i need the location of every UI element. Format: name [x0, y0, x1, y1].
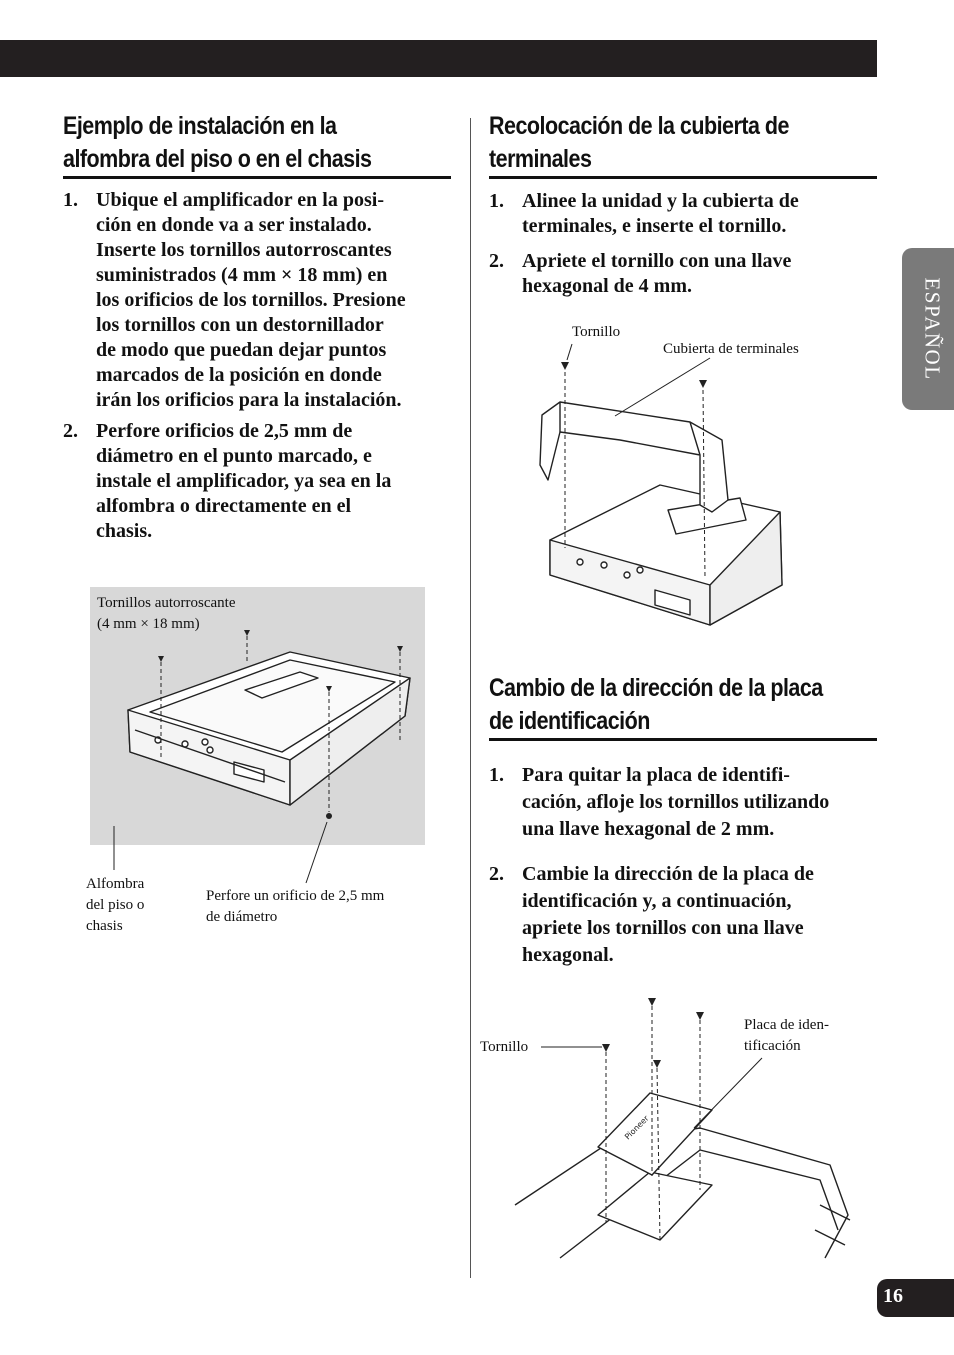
step-line: Perfore orificios de 2,5 mm de — [96, 420, 353, 442]
language-tab — [902, 248, 954, 410]
step-line: cación, afloje los tornillos utilizando — [522, 791, 830, 813]
step-line: Para quitar la placa de identifi- — [522, 764, 790, 786]
step-line: apriete los tornillos con una llave — [522, 917, 804, 939]
cover-label: Cubierta de terminales — [663, 341, 799, 357]
step-line: Cambie la dirección de la placa de — [522, 863, 814, 885]
step-line: Apriete el tornillo con una llave — [522, 250, 792, 272]
title-line: de identificación — [489, 707, 650, 735]
caption-line: de diámetro — [206, 909, 278, 925]
step-line: Inserte los tornillos autorroscantes — [96, 239, 392, 261]
step-line: instale el amplificador, ya sea en la — [96, 470, 392, 492]
caption-line: tificación — [744, 1038, 801, 1054]
caption-line: Tornillos autorroscante — [97, 595, 236, 611]
page-number-badge — [877, 1279, 954, 1317]
step-number: 1. — [489, 190, 504, 212]
step-line: marcados de la posición en donde — [96, 364, 382, 386]
step-number: 2. — [489, 250, 504, 272]
caption-line: Alfombra — [86, 876, 145, 892]
title-line: alfombra del piso o en el chasis — [63, 145, 372, 173]
step-line: alfombra o directamente en el — [96, 495, 352, 517]
step-line: hexagonal. — [522, 944, 614, 966]
title-line: Cambio de la dirección de la placa — [489, 674, 823, 702]
caption-line: del piso o — [86, 897, 145, 913]
page-number: 16 — [883, 1285, 903, 1307]
caption-line: (4 mm × 18 mm) — [97, 616, 200, 632]
step-line: hexagonal de 4 mm. — [522, 275, 692, 297]
plate-label — [744, 1015, 829, 1057]
step-number: 2. — [63, 420, 78, 442]
step-line: suministrados (4 mm × 18 mm) en — [96, 264, 388, 286]
step-number: 2. — [489, 863, 504, 885]
caption-line: Placa de iden- — [744, 1017, 829, 1033]
step-line: identificación y, a continuación, — [522, 890, 792, 912]
step-number: 1. — [63, 189, 78, 211]
step-number: 1. — [489, 764, 504, 786]
step-line: una llave hexagonal de 2 mm. — [522, 818, 775, 840]
step-line: Ubique el amplificador en la posi- — [96, 189, 384, 211]
screw-label: Tornillo — [480, 1039, 529, 1055]
screw-label: Tornillo — [572, 324, 621, 340]
title-line: Recolocación de la cubierta de — [489, 112, 789, 140]
step-line: irán los orificios para la instalación. — [96, 389, 402, 411]
step-line: diámetro en el punto marcado, e — [96, 445, 372, 467]
step-line: los orificios de los tornillos. Presione — [96, 289, 406, 311]
step-line: Alinee la unidad y la cubierta de — [522, 190, 799, 212]
mount-plate — [598, 1172, 712, 1240]
screw-icons — [602, 998, 704, 1068]
language-tab-label: ESPAÑOL — [920, 277, 945, 381]
step-line: los tornillos con un destornillador — [96, 314, 384, 336]
step-line: terminales, e inserte el tornillo. — [522, 215, 787, 237]
svg-text:Pioneer: Pioneer — [623, 1113, 651, 1142]
caption-line: chasis — [86, 918, 123, 934]
nameplate-illustration — [598, 1093, 712, 1175]
step-line: de modo que puedan dejar puntos — [96, 339, 387, 361]
title-line: Ejemplo de instalación en la — [63, 112, 337, 140]
plate-leader — [694, 1058, 762, 1128]
step-line: chasis. — [96, 520, 153, 542]
caption-line: Perfore un orificio de 2,5 mm — [206, 888, 385, 904]
title-line: terminales — [489, 145, 592, 173]
step-line: ción en donde va a ser instalado. — [96, 214, 372, 236]
